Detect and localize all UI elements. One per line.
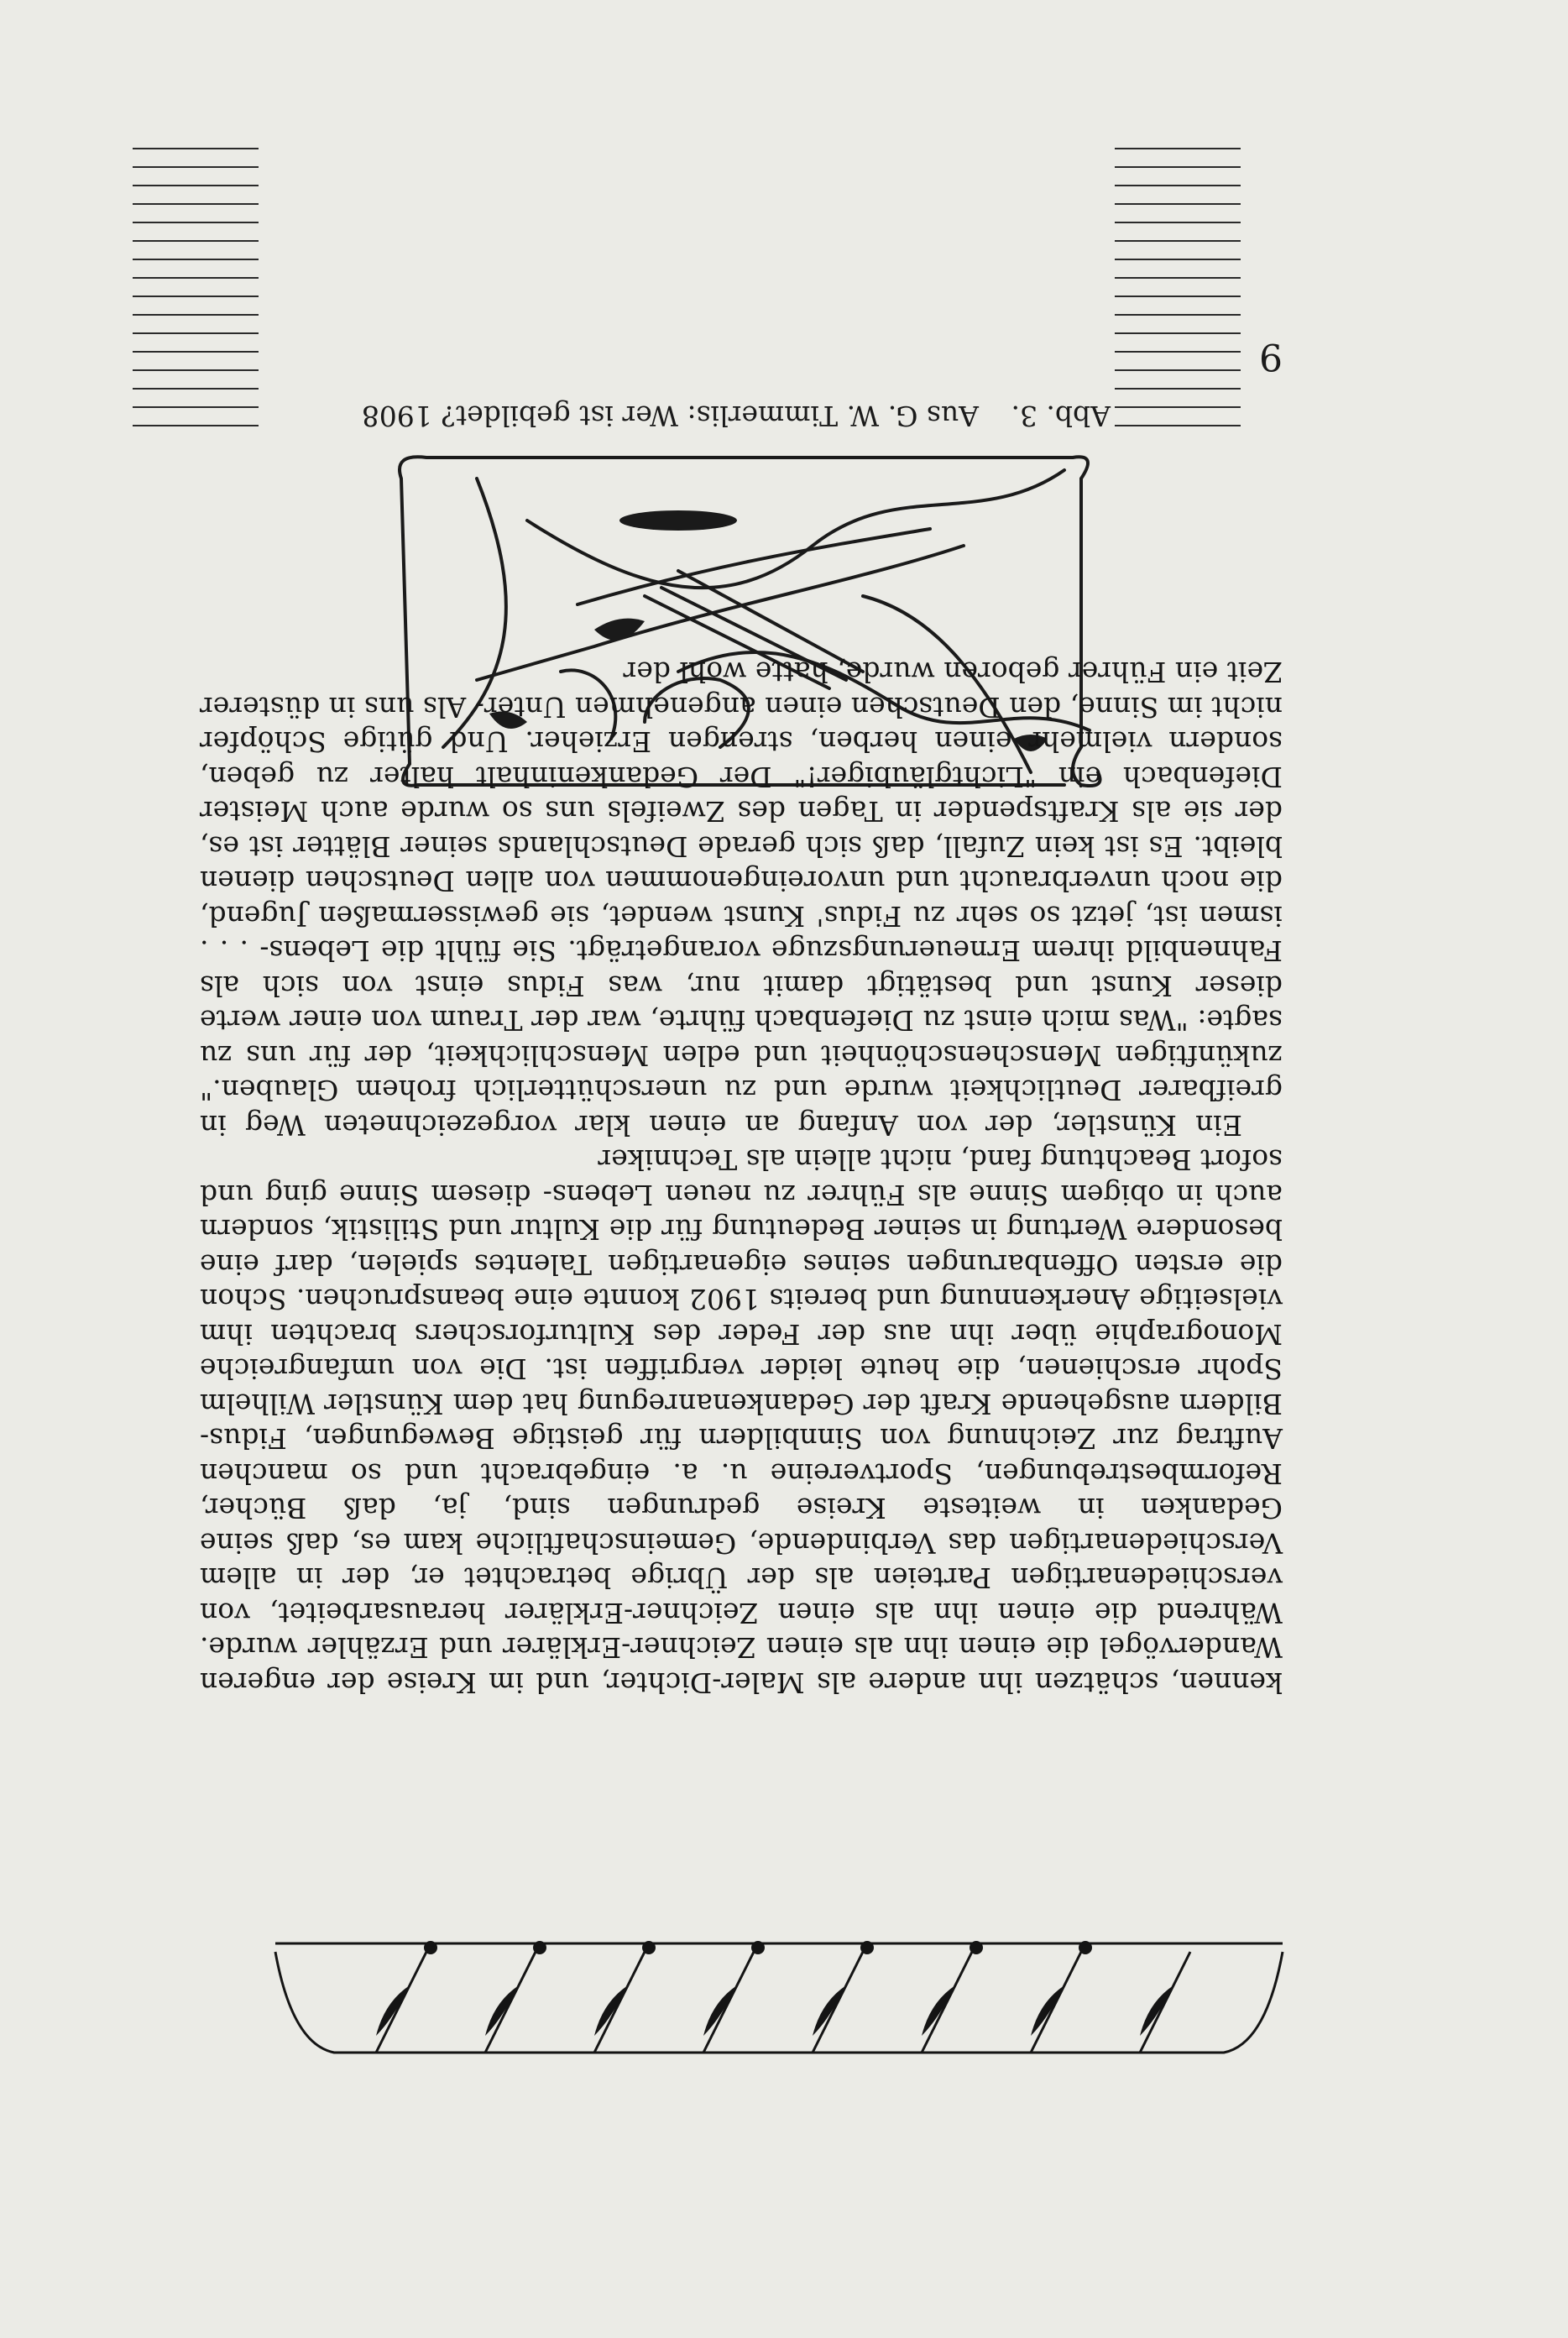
body-text — [200, 655, 1283, 1700]
figure-number: Abb. 3. — [1011, 400, 1111, 432]
ruled-lines-left — [1115, 124, 1241, 443]
paragraph-2: Ein Künstler, der von Anfang an einen klar vorgezeichneten Weg in greifbarer Deutlichkeit wurde und zu unerschütterlich frohem Glauben." zukünftigen Menschenschönheit und edlen Menschlichkeit, der für uns zu sagte: "Was mich einst zu Diefenbach führte, war der Traum von einer werte dieser Kunst und bestätigt damit nur, was Fidus einst von sich als Fahnenbild ihrem Erneuerungszuge vorangeträgt. Sie fühlt die Lebens- . . . ismen ist, jetzt so sehr zu Fidus' Kunst wendet, sie gewissermaßen Jugend, die noch unverbraucht und unvoreingenommen von allen Deutschen dienen bleibt. Es ist kein Zufall, daß sich gerade Deutschlands seiner Blätter ist es, der sie als Kraftspender in Tagen des Zweifels uns so wurde auch Meister Diefenbach ein "Lichtgläubiger!" Der Gedankeninhalt halter zu geben, sondern vielmehr einen herben, strengen Erzieher. Und gütige Schöpfer nicht im Sinne, den Deutschen einen angenehmen Unter- Als uns in düsterer Zeit ein Führer geboren wurde, hatte wohl der — [200, 656, 1283, 1142]
caption-text: Aus G. W. Timmerlis: Wer ist gebildet? 1908 — [361, 400, 979, 432]
paragraph-1: kennen, schätzen ihn andere als Maler-Dichter, und im Kreise der engeren Wandervögel die einen ihn als einen Zeichner-Erklärer und Erzähler wurde. Während die einen ihn als einen Zeichner-Erklärer herausarbeitet, von verschiedenartigen Parteien als der Übrige betrachtet er, der in allem Verschiedenartigen das Verbindende, Gemeinschaftliche kam es, daß seine Gedanken in weiteste Kreise gedrungen sind, ja, daß Bücher, Reformbestrebungen, Sportvereine u. a. eingebracht und so manchen Auftrag zur Zeichnung von Sinnbildern für geistige Bewegungen, Fidus-Bildern ausgehende Kraft der Gedankenanregung hat dem Künstler Wilhelm Spohr erschienen, die heute leider vergriffen ist. Die von umfangreiche Monographie über ihn aus der Feder des Kulturforschers brachten ihm vielseitige Anerkennung und bereits 1902 konnte eine beanspruchen. Schon die ersten Offenbarungen seines eigenartigen Talentes spielen, darf eine besondere Wertung in seiner Bedeutung für die Kultur und Stilistik, sondern auch in obigem Sinne als Führer zu neuen Lebens- diesem Sinne ging und sofort Beachtung fand, nicht allein als Techniker — [200, 1143, 1283, 1699]
page-number: 9 — [1259, 335, 1283, 378]
ruled-lines-right — [133, 124, 259, 443]
figure-caption — [363, 400, 1111, 432]
fern-ornament-border — [267, 1935, 1291, 2069]
